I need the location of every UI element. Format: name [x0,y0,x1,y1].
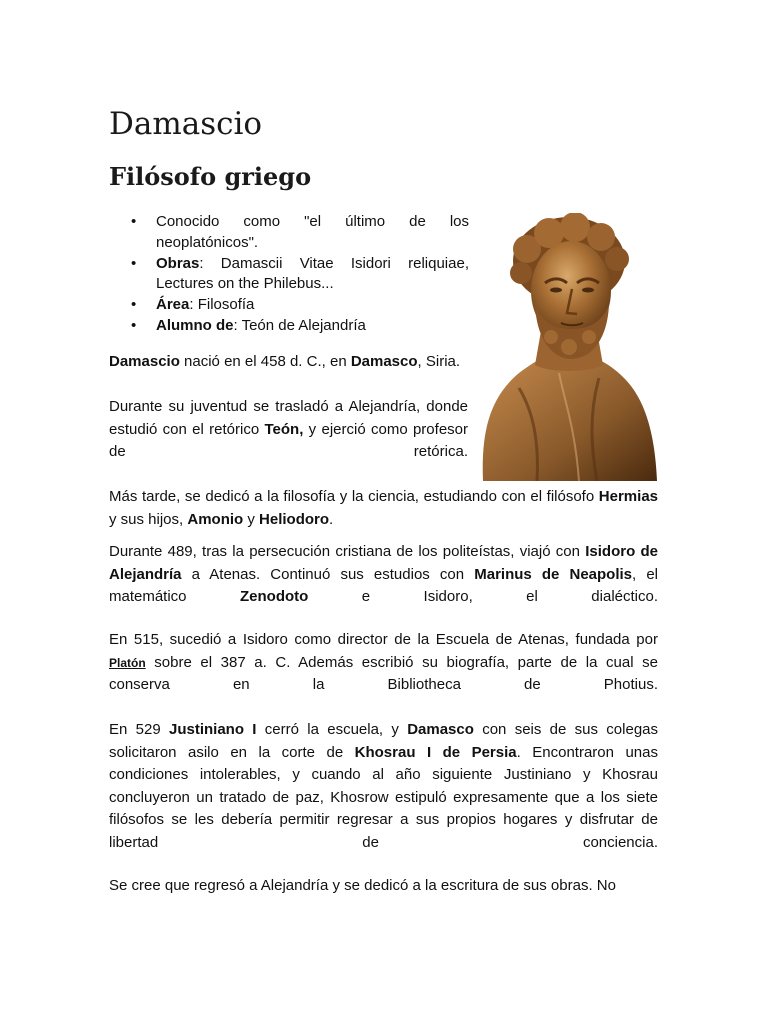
text-span: y ejerció como profesor de retórica. [109,420,468,460]
list-item [156,254,469,296]
text-span: y sus hijos, [109,510,188,528]
list-item [156,316,469,337]
page-subtitle: Filósofo griego [109,162,312,191]
text-span: Más tarde, se dedicó a la filosofía y la ciencia, estudiando con el filósofo [109,488,599,505]
fact-text: Conocido como "el último de los neoplatónicos". [156,213,469,251]
paragraph-exile [109,719,658,854]
paragraph-school [109,629,658,697]
paragraph-youth [109,396,468,464]
text-span: , Siria. [417,353,461,370]
bust-portrait-image [479,213,657,481]
text-span: y [243,510,260,528]
list-item [156,295,469,316]
fact-text: : Filosofía [189,296,255,314]
text-span: cerró la escuela, y [256,721,408,738]
name-damascio: Damascio [109,353,180,370]
fact-text: : Damascii Vitae Isidori reliquiae, Lectures on the Philebus... [156,254,469,293]
facts-list [156,212,469,337]
text-span: e Isidoro, el dialéctico. [308,588,659,605]
bronze-bust-portrait-icon [479,213,657,481]
text-span: , el matemático [109,565,658,605]
text-span: Se cree que regresó a Alejandría y se dedicó a la escritura de sus obras. No [109,877,616,894]
text-span: nació en el 458 d. C., en [179,353,351,370]
text-span: a Atenas. Continuó sus estudios con [181,565,475,583]
fact-label: Alumno de [156,316,234,334]
paragraph-return [109,875,658,898]
name-marinus: Marinus de Neapolis [474,565,633,583]
text-span: . [329,510,334,528]
name-teon: Teón, [264,420,304,438]
text-span: sobre el 387 a. C. Además escribió su biografía, parte de la cual se conserva en la Bibliotheca de Photius. [109,653,658,693]
text-span: Durante 489, tras la persecución cristiana de los politeístas, viajó con [109,543,586,560]
name-amonio: Amonio [187,510,244,528]
name-hermias: Hermias [598,488,658,505]
platon-link[interactable]: Platón [109,655,146,670]
fact-label: Obras [156,254,200,272]
place-damasco: Damasco [407,721,474,738]
fact-label: Área [156,296,190,314]
text-span: Durante su juventud se trasladó a Alejandría, donde estudió con el retórico [109,398,468,438]
name-zenodoto: Zenodoto [239,588,309,605]
fact-text: : Teón de Alejandría [233,316,366,334]
paragraph-philosophy [109,486,658,531]
page-title: Damascio [109,106,263,142]
text-span: En 529 [109,721,169,738]
name-khosrau: Khosrau I de Persia [354,743,517,761]
text-span: En 515, sucedió a Isidoro como director de la Escuela de Atenas, fundada por [109,631,658,648]
place-damasco: Damasco [350,353,418,370]
name-heliodoro: Heliodoro [259,510,330,528]
name-isidoro: Isidoro de Alejandría [109,543,658,583]
paragraph-birth [109,351,468,374]
text-span: . Encontraron unas condiciones intolerables, y cuando al año siguiente Justiniano y Khosrau concluyeron un tratado de paz, Khosrow estipuló expresamente que a los siete filósofos se les debería permitir regresar a sus propios hogares y disfrutar de libertad de conciencia. [109,743,658,851]
paragraph-athens [109,541,658,609]
name-justiniano: Justiniano I [168,721,257,738]
text-span: con seis de sus colegas solicitaron asilo en la corte de [109,721,658,761]
list-item [156,212,469,254]
